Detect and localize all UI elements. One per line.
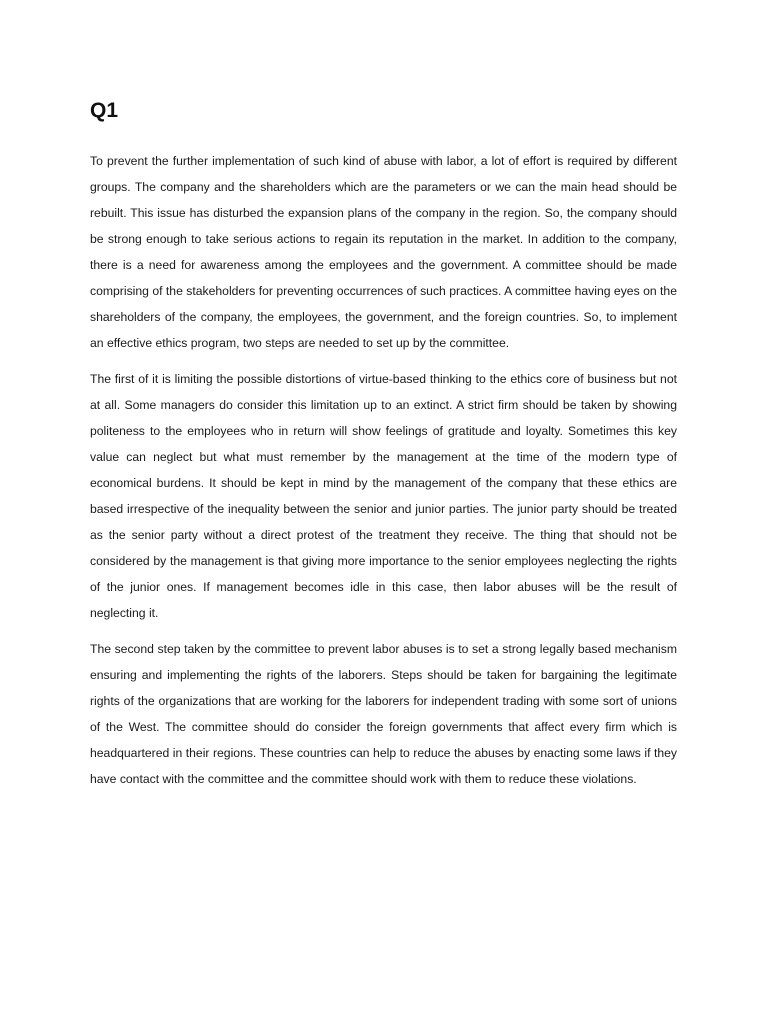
paragraph-3: The second step taken by the committee to prevent labor abuses is to set a strong legally based mechanism ensuring and implementing the rights of the laborers. Steps should be taken for bargaining the legitimate rights of the organizations that are working for the laborers for independent trading with some sort of unions of the West. The committee should do consider the foreign governments that affect every firm which is headquartered in their regions. These countries can help to reduce the abuses by enacting some laws if they have contact with the committee and the committee should work with them to reduce these violations.: [90, 642, 677, 786]
paragraph-1: To prevent the further implementation of such kind of abuse with labor, a lot of effort is required by different groups. The company and the shareholders which are the parameters or we can the main head should be rebuilt. This issue has disturbed the expansion plans of the company in the region. So, the company should be strong enough to take serious actions to regain its reputation in the market. In addition to the company, there is a need for awareness among the employees and the government. A committee should be made comprising of the stakeholders for preventing occurrences of such practices. A committee having eyes on the shareholders of the company, the employees, the government, and the foreign countries. So, to implement an effective ethics program, two steps are needed to set up by the committee.: [90, 154, 677, 350]
document-body: [90, 148, 677, 802]
paragraph-2: The first of it is limiting the possible distortions of virtue-based thinking to the ethics core of business but not at all. Some managers do consider this limitation up to an extinct. A strict firm should be taken by showing politeness to the employees who in return will show feelings of gratitude and loyalty. Sometimes this key value can neglect but what must remember by the management at the time of the modern type of economical burdens. It should be kept in mind by the management of the company that these ethics are based irrespective of the inequality between the senior and junior parties. The junior party should be treated as the senior party without a direct protest of the treatment they receive. The thing that should not be considered by the management is that giving more importance to the senior employees neglecting the rights of the junior ones. If management becomes idle in this case, then labor abuses will be the result of neglecting it.: [90, 372, 677, 620]
section-heading: Q1: [90, 99, 119, 122]
